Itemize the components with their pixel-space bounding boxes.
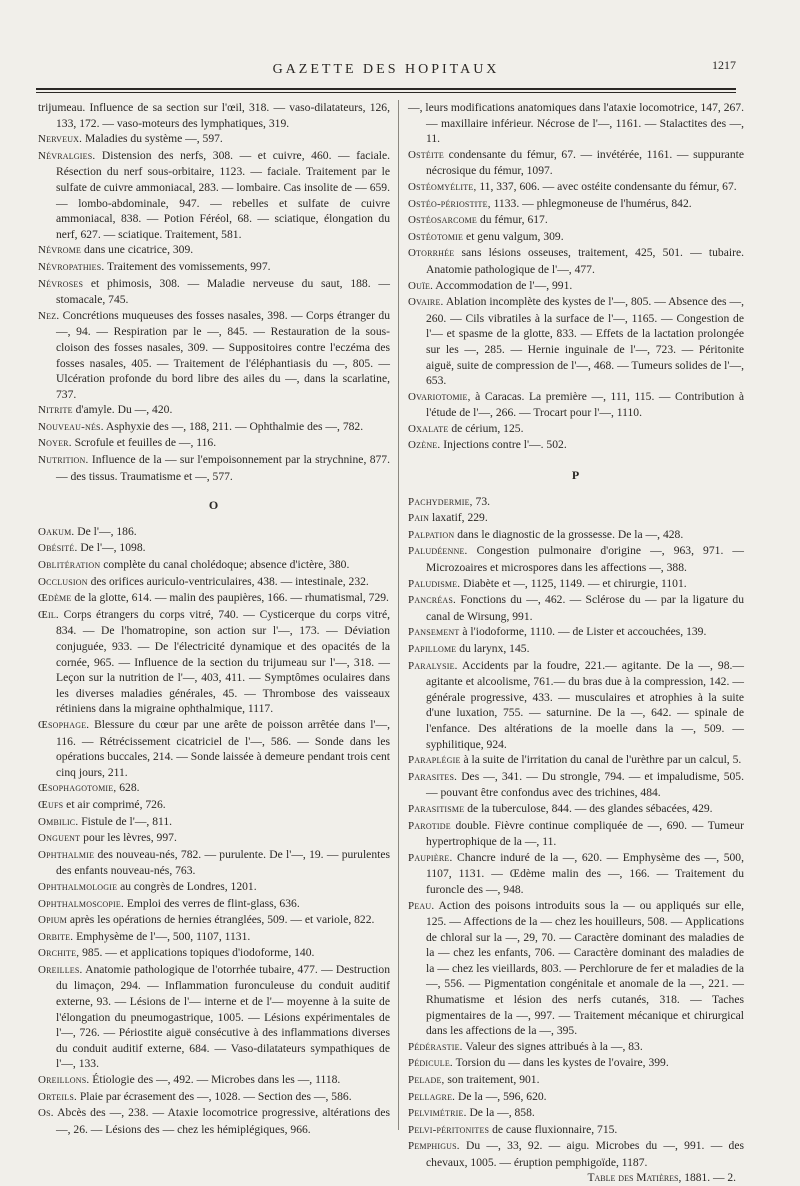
index-entry <box>408 818 744 850</box>
entry-headword: Névralgies. <box>38 149 96 162</box>
index-entry <box>408 850 744 898</box>
entry-headword: Paludisme. <box>408 577 461 590</box>
entry-text: de la tuberculose, 844. — des glandes sébacées, 429. <box>467 801 713 815</box>
index-entry <box>408 543 744 575</box>
index-entry <box>38 797 390 814</box>
index-entry <box>408 641 744 658</box>
entry-text: Ablation incomplète des kystes de l'—, 805. — Absence des —, 260. — Cils vibratiles à la surface de l'—, 1165. — Congestion de l'— et spasme de la glotte, 833. — Effets de la lactation prolongée sur les —, 285. — Hernie inguinale de l'—, 723. — Péritonite aiguë, suite de compression de l'—, 468. — Tumeurs solides de l'—, 653. <box>426 295 744 388</box>
index-entry <box>38 100 390 131</box>
header-rule <box>36 88 736 90</box>
index-entry <box>38 830 390 847</box>
entry-headword: Pelvi-péritonites <box>408 1123 490 1136</box>
entry-text: sans lésions osseuses, traitement, 425, 501. — tubaire. Anatomie pathologique de l'—, 477. <box>426 246 744 276</box>
entry-text: dans une cicatrice, 309. <box>84 243 194 257</box>
entry-text: du fémur, 617. <box>479 213 548 227</box>
entry-headword: Parasitisme <box>408 802 465 815</box>
index-entry <box>38 524 390 541</box>
entry-headword: Oreilles. <box>38 963 83 976</box>
entry-text: Influence de la — sur l'empoisonnement par la strychnine, 877. — des tissus. Traumatisme et —, 577. <box>56 453 390 483</box>
page-header <box>36 58 736 84</box>
index-entry <box>408 510 744 527</box>
section-letter-p: P <box>571 468 581 483</box>
entry-headword: Orchite, <box>38 947 80 960</box>
index-entry <box>38 945 390 962</box>
index-entry <box>408 752 744 769</box>
entry-headword: Orteils. <box>38 1090 77 1103</box>
index-entry <box>38 308 390 403</box>
entry-text: Chancre induré de la —, 620. — Emphysème des —, 500, 1107, 1131. — Œdème malin des —, 166. — Traitement du furoncle des —, 948. <box>426 850 744 896</box>
entry-text: Abcès des —, 238. — Ataxie locomotrice progressive, altérations des —, 26. — Lésions des — chez les hémiplégiques, 966. <box>56 1106 391 1136</box>
entry-headword: Œsophage. <box>38 718 90 731</box>
index-entry <box>38 962 390 1072</box>
entry-text: au congrès de Londres, 1201. <box>120 879 257 893</box>
entry-headword: Pelade, <box>408 1074 445 1087</box>
entry-text: des orifices auriculo-ventriculaires, 438. — intestinale, 232. <box>90 574 369 588</box>
entry-headword: Ovaire. <box>408 296 444 309</box>
entry-text: Congestion pulmonaire d'origine —, 963, 971. — Microzoaires et microspores dans les affections —, 388. <box>426 544 744 575</box>
entry-headword: Pédicule. <box>408 1057 453 1070</box>
index-entry <box>408 245 744 277</box>
index-entry <box>38 607 390 717</box>
entry-text: De l'—, 1098. <box>80 541 146 555</box>
entry-text: double. Fièvre continue compliquée de —, 690. — Tumeur hypertrophique de la —, 11. <box>426 818 744 849</box>
entry-text: pour les lèvres, 997. <box>83 831 177 845</box>
entry-text: De la —, 858. <box>469 1106 535 1120</box>
index-entry <box>38 780 390 797</box>
entry-text: et phimosis, 308. — Maladie nerveuse du saut, 188. — stomacale, 745. <box>56 276 390 307</box>
entry-headword: Parasites. <box>408 770 458 783</box>
entry-headword: Ophthalmie <box>38 848 95 861</box>
entry-headword: Onguent <box>38 832 81 845</box>
entry-text: Fonctions du —, 462. — Sclérose du — par la ligature du canal de Wirsung, 991. <box>426 593 744 623</box>
entry-text: —, leurs modifications anatomiques dans l'ataxie locomotrice, 147, 267. — maxillaire inférieur. Nécrose de l'—, 1161. — Stalactites des —, 11. <box>408 101 744 146</box>
entry-headword: Œufs <box>38 798 64 811</box>
index-entry <box>38 419 390 436</box>
entry-text: d'amyle. Du —, 420. <box>75 403 173 417</box>
index-entry <box>38 879 390 896</box>
entry-text: à Caracas. La première —, 111, 115. — Contribution à l'étude de l'—, 266. — Trocart pour l'—, 1110. <box>426 389 744 420</box>
index-entry <box>408 624 744 641</box>
index-group-p <box>408 494 744 1171</box>
entry-text: Maladies du système —, 597. <box>85 132 223 146</box>
index-entry <box>408 527 744 544</box>
index-entry <box>408 147 744 179</box>
entry-headword: Pain <box>408 512 430 525</box>
entry-headword: Ostéotomie <box>408 230 464 243</box>
index-entry <box>408 294 744 389</box>
entry-headword: Ovariotomie, <box>408 390 471 403</box>
entry-text: Valeur des signes attribués à la —, 83. <box>465 1039 643 1053</box>
index-entry <box>408 592 744 624</box>
index-entry <box>408 229 744 246</box>
entry-text: Injections contre l'—. 502. <box>443 438 567 452</box>
entry-headword: Oakum. <box>38 525 75 538</box>
entry-text: Traitement des vomissements, 997. <box>107 259 271 273</box>
entry-text: de cérium, 125. <box>451 421 524 435</box>
index-entry <box>408 1089 744 1106</box>
entry-headword: Névropathies. <box>38 260 105 273</box>
entry-text: condensante du fémur, 67. — invétérée, 1161. — suppurante nécrosique du fémur, 1097. <box>426 147 744 178</box>
entry-text: Torsion du — dans les kystes de l'ovaire, 399. <box>455 1056 669 1070</box>
entry-headword: Occlusion <box>38 575 88 588</box>
index-entry <box>408 437 744 454</box>
entry-text: Fistule de l'—, 811. <box>81 814 173 828</box>
entry-text: complète du canal cholédoque; absence d'ictère, 380. <box>103 558 350 572</box>
entry-text: à l'iodoforme, 1110. — de Lister et accouchées, 139. <box>462 625 707 639</box>
entry-headword: Nitrite <box>38 404 73 417</box>
index-entry <box>408 278 744 295</box>
entry-headword: Pansement <box>408 626 460 639</box>
entry-text: de cause fluxionnaire, 715. <box>492 1122 618 1136</box>
index-entry <box>408 196 744 213</box>
header-rule-thin <box>36 92 736 93</box>
entry-headword: Pemphigus. <box>408 1140 460 1153</box>
entry-headword: Noyer. <box>38 437 72 450</box>
entry-headword: Paupière. <box>408 851 453 864</box>
entry-headword: Paralysie. <box>408 659 458 672</box>
entry-headword: Pelvimétrie. <box>408 1107 467 1120</box>
index-entry <box>408 179 744 196</box>
index-entry <box>38 452 390 484</box>
entry-text: à la suite de l'irritation du canal de l'urèthre par un calcul, 5. <box>463 753 742 767</box>
entry-text: 11, 337, 606. — avec ostéite condensante du fémur, 67. <box>479 179 737 193</box>
index-entry <box>408 898 744 1039</box>
entry-text: et genu valgum, 309. <box>466 229 564 243</box>
index-entry <box>408 494 744 511</box>
index-entry <box>38 896 390 913</box>
index-entry <box>38 1089 390 1106</box>
index-entry <box>408 576 744 593</box>
index-entry <box>38 847 390 879</box>
entry-text: Plaie par écrasement des —, 1028. — Section des —, 586. <box>79 1089 352 1103</box>
journal-title: GAZETTE DES HOPITAUX <box>272 62 500 77</box>
entry-text: et air comprimé, 726. <box>66 797 166 811</box>
entry-text: Corps étrangers du corps vitré, 740. — Cysticerque du corps vitré, 834. — De l'homatropine, son action sur l'—, 173. — Déviation conjuguée, 933. — De l'électricité dynamique et des opacités de la cornée, 965. — Influence de la section du trijumeau sur l'—, 318. — Leçon sur la nutrition de l'—, 403, 411. — Symptômes oculaires dans les diverses maladies générales, 45. — Thrombose des vaisseaux rétiniens dans la migraine ophthalmique, 1117. <box>56 607 390 716</box>
entry-text: 985. — et applications topiques d'iodoforme, 140. <box>82 946 315 960</box>
index-entry <box>408 1072 744 1089</box>
index-group-n <box>38 100 390 484</box>
index-entry <box>408 658 744 753</box>
entry-text: Du —, 33, 92. — aigu. Microbes du —, 991. — des chevaux, 1005. — éruption pemphigoïde, 1187. <box>426 1139 744 1169</box>
right-column <box>408 100 744 1186</box>
entry-headword: Otorrhée <box>408 247 455 260</box>
entry-headword: Obésité. <box>38 542 78 555</box>
entry-text: Blessure du cœur par une arête de poisson arrêtée dans l'—, 116. — Rétrécissement cicatriciel de l'—, 586. — Sonde dans les opérations buccales, 214. — Sonde laissée à demeure pendant trois cent cinq jours, 211. <box>56 717 390 779</box>
entry-headword: Ophthalmoscopie. <box>38 897 124 910</box>
entry-headword: Ophthalmologie <box>38 880 118 893</box>
index-entry <box>38 242 390 259</box>
entry-text: son traitement, 901. <box>447 1073 540 1087</box>
entry-headword: Oxalate <box>408 422 449 435</box>
index-entry <box>408 769 744 801</box>
entry-headword: Oreillons. <box>38 1074 90 1087</box>
entry-headword: Pellagre. <box>408 1090 456 1103</box>
index-entry <box>38 557 390 574</box>
entry-text: Étiologie des —, 492. — Microbes dans les —, 1118. <box>92 1073 341 1087</box>
entry-headword: Peau. <box>408 899 435 912</box>
entry-headword: Ombilic. <box>38 815 79 828</box>
entry-headword: Névroses <box>38 277 84 290</box>
index-entry <box>408 389 744 421</box>
entry-text: Des —, 341. — Du strongle, 794. — et impaludisme, 505. — pouvant être confondus avec des trichines, 484. <box>426 769 745 800</box>
index-entry <box>408 1105 744 1122</box>
index-entry <box>38 717 390 780</box>
index-entry <box>38 929 390 946</box>
index-entry <box>408 1055 744 1072</box>
index-entry <box>408 212 744 229</box>
entry-text: après les opérations de hernies étranglées, 509. — et variole, 822. <box>69 913 375 927</box>
entry-headword: Os. <box>38 1107 54 1120</box>
entry-headword: Parotide <box>408 819 451 832</box>
entry-text: Diabète et —, 1125, 1149. — et chirurgie, 1101. <box>463 576 687 590</box>
entry-text: Accidents par la foudre, 221.— agitante. De la —, 98.— agitante et alcoolisme, 761.— du bras due à la compression, 142. — générale progressive, 433. — musculaires et atrophies à la suite d'une luxation, 755. — saturnine. De la —, 642. — spinale de l'enfance. Des altérations de la moelle dans la —, 509. — syphilitique, 924. <box>426 658 744 751</box>
page-number: 1217 <box>712 58 736 72</box>
entry-text: 73. <box>475 494 491 508</box>
table-footer: Table des Matières, 1881. — 2. <box>587 1171 736 1184</box>
index-entry <box>38 276 390 308</box>
entry-headword: Paraplégie <box>408 754 461 767</box>
entry-headword: Ozène. <box>408 439 441 452</box>
index-entry <box>38 435 390 452</box>
entry-text: Anatomie pathologique de l'otorrhée tubaire, 477. — Destruction du limaçon, 294. — Inflammation furonculeuse du conduit auditif externe, 93. — Lésions de l'— interne et de l'— moyenne à la suite de l'élongation du pneumogastrique, 1005. — Lésions expérimentales de l'—, 726. — Périostite aiguë consécutive à des inflammations diverses du conduit auditif externe, 684. — Vaso-dilatateurs sympathiques de l'—, 133. <box>56 962 390 1071</box>
entry-text: Emphysème de l'—, 500, 1107, 1131. <box>76 929 251 943</box>
index-entry <box>408 1039 744 1056</box>
entry-text: Action des poisons introduits sous la — ou appliqués sur elle, 125. — Affections de la — chez les houilleurs, 508. — Applications de chloral sur la —, 29, 70. — Caractère dominant des maladies de la — chez les enfants, 706. — Caractère dominant des maladies de la — chez les vieillards, 803. — Perchlorure de fer et maladies de la —, 556. — Pigmentation congénitale et anomale de la —, 221. — Rhumatisme et lésion des nerfs cutanés, 318. — Taches pigmentaires de la —, 997. — Traitement mécanique et chirurgical dans les affections de la —, 395. <box>426 898 744 1038</box>
entry-headword: Oblitération <box>38 559 101 572</box>
entry-headword: Nouveau-nés. <box>38 420 104 433</box>
index-entry <box>408 801 744 818</box>
entry-headword: Orbite. <box>38 930 74 943</box>
section-letter-o: O <box>208 498 220 513</box>
entry-text: dans le diagnostic de la grossesse. De la —, 428. <box>457 527 684 541</box>
entry-headword: Ouïe. <box>408 279 434 292</box>
entry-text: laxatif, 229. <box>432 511 488 525</box>
entry-headword: Ostéo-périostite, <box>408 197 491 210</box>
entry-headword: Pédérastie. <box>408 1040 463 1053</box>
index-entry <box>408 100 744 147</box>
entry-text: trijumeau. Influence de sa section sur l'œil, 318. — vaso-dilatateurs, 126, 133, 172. — vaso-moteurs des lymphatiques, 319. <box>38 101 390 130</box>
index-entry <box>38 574 390 591</box>
entry-headword: Œsophagotomie, <box>38 782 117 795</box>
entry-headword: Œdème <box>38 592 72 605</box>
index-group-o-continued <box>408 100 744 454</box>
column-divider <box>398 100 399 1130</box>
entry-text: Concrétions muqueuses des fosses nasales, 398. — Corps étranger du —, 94. — Respiration par le —, 845. — Restauration de la sous-cloison des fosses nasales, 309. — Suppositoires contre l'eczéma des fosses nasales, 405. — Traitement de l'éléphantiasis du —, 805. — Ulcération profonde du bord libre des ailes du —, dans la scarlatine, 737. <box>56 308 390 401</box>
entry-text: du larynx, 145. <box>459 642 530 655</box>
index-entry <box>38 590 390 607</box>
entry-headword: Opium <box>38 914 67 927</box>
index-entry <box>408 421 744 438</box>
entry-text: Accommodation de l'—, 991. <box>435 278 573 292</box>
index-entry <box>38 148 390 243</box>
entry-headword: Nutrition. <box>38 454 89 467</box>
entry-headword: Pancréas. <box>408 594 457 607</box>
entry-text: 628. <box>119 781 140 795</box>
entry-headword: Nerveux. <box>38 133 83 146</box>
left-column <box>38 100 390 1137</box>
entry-text: De la —, 596, 620. <box>458 1089 547 1103</box>
entry-headword: Paludéenne. <box>408 545 468 558</box>
entry-headword: Nez. <box>38 309 60 322</box>
index-entry <box>38 131 390 148</box>
index-entry <box>38 1072 390 1089</box>
entry-text: 1133. — phlegmoneuse de l'humérus, 842. <box>493 196 692 210</box>
index-entry <box>38 402 390 419</box>
entry-text: de la glotte, 614. — malin des paupières, 166. — rhumatismal, 729. <box>74 591 389 605</box>
entry-text: des nouveau-nés, 782. — purulente. De l'—, 19. — purulentes des enfants nouveau-nés, 763. <box>56 847 390 878</box>
entry-text: Emploi des verres de flint-glass, 636. <box>126 896 300 910</box>
index-entry <box>38 912 390 929</box>
entry-headword: Névrome <box>38 244 82 257</box>
entry-headword: Pachydermie, <box>408 495 473 508</box>
index-entry <box>408 1122 744 1139</box>
entry-headword: Œil. <box>38 608 59 621</box>
index-entry <box>38 1105 390 1137</box>
entry-headword: Papillome <box>408 643 457 655</box>
index-entry <box>38 814 390 831</box>
index-entry <box>38 540 390 557</box>
entry-text: Asphyxie des —, 188, 211. — Ophthalmie des —, 782. <box>105 419 364 433</box>
entry-headword: Ostéomyélite, <box>408 180 477 193</box>
entry-headword: Ostéosarcome <box>408 214 478 227</box>
index-entry <box>38 259 390 276</box>
index-group-o <box>38 524 390 1138</box>
entry-headword: Palpation <box>408 528 455 541</box>
entry-text: De l'—, 186. <box>77 524 137 538</box>
entry-text: Distension des nerfs, 308. — et cuivre, 460. — faciale. Résection du nerf sous-orbitaire, 1123. — faciale. Traitement par le sulfate de cuivre ammoniacal, 283. — lombaire. Cas insolite de — 659. — lombo-abdominale, 947. — rebelles et sulfate de cuivre ammoniacal, 838. — Potion Féréol, 68. — sciatique, élongation du nerf, 627. — sciatique. Traitement, 581. <box>56 148 390 241</box>
entry-text: Scrofule et feuilles de —, 116. <box>74 436 217 450</box>
entry-headword: Ostéite <box>408 148 445 161</box>
